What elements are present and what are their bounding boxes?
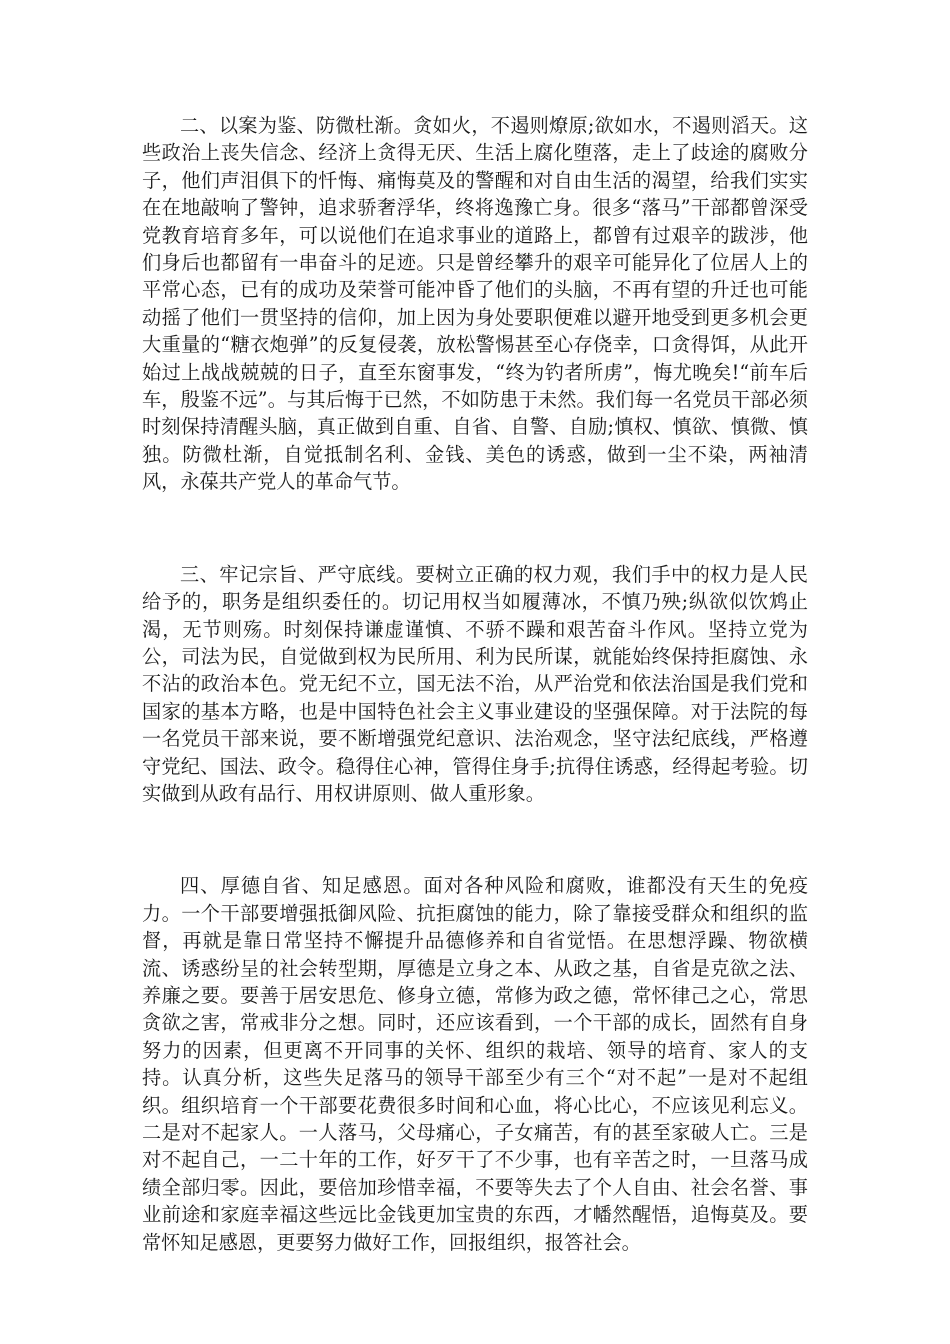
document-body — [142, 112, 808, 1256]
paragraph-section-three: 三、牢记宗旨、严守底线。要树立正确的权力观，我们手中的权力是人民给予的，职务是组织委任的。切记用权当如履薄冰，不慎乃殃;纵欲似饮鸩止渴，无节则殇。时刻保持谦虚谨慎、不骄不躁和艰苦奋斗作风。坚持立党为公，司法为民，自觉做到权为民所用、利为民所谋，就能始终保持拒腐蚀、永不沾的政治本色。党无纪不立，国无法不治，从严治党和依法治国是我们党和国家的基本方略，也是中国特色社会主义事业建设的坚强保障。对于法院的每一名党员干部来说，要不断增强党纪意识、法治观念，坚守法纪底线，严格遵守党纪、国法、政令。稳得住心神，管得住身手;抗得住诱惑，经得起考验。切实做到从政有品行、用权讲原则、做人重形象。 — [142, 562, 808, 805]
paragraph-section-four: 四、厚德自省、知足感恩。面对各种风险和腐败，谁都没有天生的免疫力。一个干部要增强抵御风险、抗拒腐蚀的能力，除了靠接受群众和组织的监督，再就是靠日常坚持不懈提升品德修养和自省觉悟。在思想浮躁、物欲横流、诱惑纷呈的社会转型期，厚德是立身之本、从政之基，自省是克欲之法、养廉之要。要善于居安思危、修身立德，常修为政之德，常怀律己之心，常思贪欲之害，常戒非分之想。同时，还应该看到，一个干部的成长，固然有自身努力的因素，但更离不开同事的关怀、组织的栽培、领导的培育、家人的支持。认真分析，这些失足落马的领导干部至少有三个“对不起”一是对不起组织。组织培育一个干部要花费很多时间和心血，将心比心，不应该见利忘义。二是对不起家人。一人落马，父母痛心，子女痛苦，有的甚至家破人亡。三是对不起自己，一二十年的工作，好歹干了不少事，也有辛苦之时，一旦落马成绩全部归零。因此，要倍加珍惜幸福，不要等失去了个人自由、社会名誉、事业前途和家庭幸福这些远比金钱更加宝贵的东西，才幡然醒悟，追悔莫及。要常怀知足感恩，更要努力做好工作，回报组织，报答社会。 — [142, 874, 808, 1254]
paragraph-section-two: 二、以案为鉴、防微杜渐。贪如火，不遏则燎原;欲如水，不遏则滔天。这些政治上丧失信念、经济上贪得无厌、生活上腐化堕落，走上了歧途的腐败分子，他们声泪俱下的忏悔、痛悔莫及的警醒和对自由生活的渴望，给我们实实在在地敲响了警钟，追求骄奢浮华，终将逸豫亡身。很多“落马”干部都曾深受党教育培育多年，可以说他们在追求事业的道路上，都曾有过艰辛的跋涉，他们身后也都留有一串奋斗的足迹。只是曾经攀升的艰辛可能异化了位居人上的平常心态，已有的成功及荣誉可能冲昏了他们的头脑，不再有望的升迁也可能动摇了他们一贯坚持的信仰，加上因为身处要职便难以避开地受到更多机会更大重量的“糖衣炮弹”的反复侵袭，放松警惕甚至心存侥幸，口贪得饵，从此开始过上战战兢兢的日子，直至东窗事发，“终为钓者所虏”，悔尤晚矣!“前车后车，殷鉴不远”。与其后悔于已然，不如防患于未然。我们每一名党员干部必须时刻保持清醒头脑，真正做到自重、自省、自警、自励;慎权、慎欲、慎微、慎独。防微杜渐，自觉抵制名利、金钱、美色的诱惑，做到一尘不染，两袖清风，永葆共产党人的革命气节。 — [142, 114, 808, 494]
